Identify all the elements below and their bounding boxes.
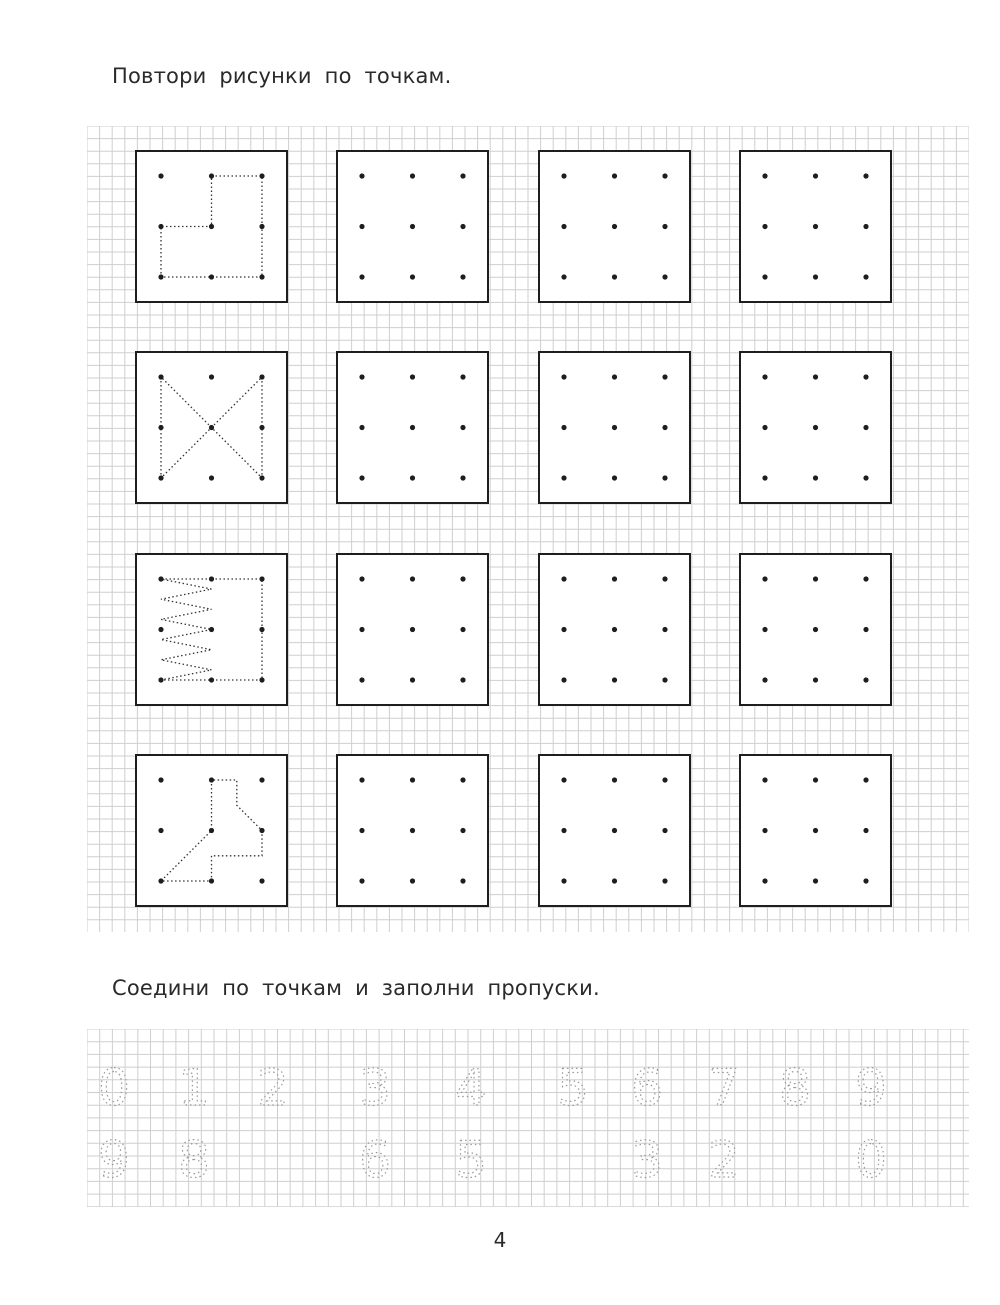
puzzle-dot bbox=[259, 374, 264, 379]
puzzle-dot bbox=[158, 274, 163, 279]
puzzle-dot bbox=[209, 224, 214, 229]
puzzle-dot bbox=[662, 576, 667, 581]
trace-digit: 6 bbox=[359, 1131, 391, 1189]
puzzle-dot bbox=[460, 475, 465, 480]
puzzle-dot bbox=[359, 374, 364, 379]
puzzle-dot bbox=[359, 425, 364, 430]
puzzle-dot bbox=[460, 627, 465, 632]
puzzle-dot bbox=[561, 627, 566, 632]
puzzle-dot bbox=[259, 173, 264, 178]
puzzle-dot bbox=[813, 828, 818, 833]
puzzle-dot bbox=[460, 677, 465, 682]
puzzle-dot bbox=[209, 777, 214, 782]
puzzle-dot bbox=[359, 878, 364, 883]
puzzle-dot bbox=[863, 828, 868, 833]
puzzle-dot bbox=[762, 224, 767, 229]
puzzle-dot bbox=[863, 777, 868, 782]
puzzle-dot bbox=[460, 878, 465, 883]
puzzle-dot bbox=[209, 627, 214, 632]
puzzle-dot bbox=[762, 677, 767, 682]
dot-puzzle-cell bbox=[136, 755, 287, 906]
puzzle-dot bbox=[612, 374, 617, 379]
puzzle-dot bbox=[158, 627, 163, 632]
puzzle-dot bbox=[762, 374, 767, 379]
puzzle-dot bbox=[460, 777, 465, 782]
puzzle-dot bbox=[813, 627, 818, 632]
puzzle-dot bbox=[863, 224, 868, 229]
dot-puzzle-cell bbox=[539, 554, 690, 705]
grid-lines bbox=[87, 1029, 969, 1207]
puzzle-dot bbox=[410, 224, 415, 229]
puzzle-dot bbox=[410, 576, 415, 581]
puzzle-dot bbox=[662, 374, 667, 379]
puzzle-dot bbox=[662, 777, 667, 782]
puzzle-dot bbox=[209, 576, 214, 581]
trace-digit: 2 bbox=[257, 1059, 289, 1117]
puzzle-dot bbox=[662, 878, 667, 883]
puzzle-dot bbox=[158, 777, 163, 782]
puzzle-dot bbox=[410, 274, 415, 279]
digit-tracing-grid bbox=[87, 1029, 969, 1207]
trace-digit: 9 bbox=[98, 1131, 130, 1189]
trace-digit: 2 bbox=[708, 1131, 740, 1189]
puzzle-dot bbox=[561, 475, 566, 480]
puzzle-dot bbox=[460, 374, 465, 379]
puzzle-dot bbox=[612, 173, 617, 178]
puzzle-dot bbox=[359, 576, 364, 581]
puzzle-dot bbox=[561, 828, 566, 833]
instruction-connect-dots: Соедини по точкам и заполни пропуски. bbox=[112, 976, 600, 1000]
puzzle-dot bbox=[460, 224, 465, 229]
puzzle-dot bbox=[762, 777, 767, 782]
puzzle-dot bbox=[813, 173, 818, 178]
puzzle-dot bbox=[662, 475, 667, 480]
puzzle-dot bbox=[662, 627, 667, 632]
dot-puzzle-cell bbox=[740, 554, 891, 705]
puzzle-dot bbox=[662, 173, 667, 178]
trace-digit: 3 bbox=[359, 1059, 391, 1117]
puzzle-dot bbox=[158, 677, 163, 682]
puzzle-dot bbox=[460, 576, 465, 581]
trace-digit: 5 bbox=[455, 1131, 487, 1189]
puzzle-dot bbox=[561, 224, 566, 229]
puzzle-dot bbox=[259, 878, 264, 883]
puzzle-dot bbox=[662, 224, 667, 229]
puzzle-dot bbox=[359, 828, 364, 833]
puzzle-dot bbox=[762, 173, 767, 178]
dot-puzzle-cell bbox=[337, 151, 488, 302]
puzzle-dot bbox=[259, 777, 264, 782]
dot-puzzle-cell bbox=[539, 352, 690, 503]
trace-digit: 8 bbox=[178, 1131, 210, 1189]
puzzle-dot bbox=[561, 777, 566, 782]
puzzle-dot bbox=[813, 224, 818, 229]
puzzle-dot bbox=[158, 224, 163, 229]
instruction-repeat-drawings: Повтори рисунки по точкам. bbox=[112, 64, 452, 88]
puzzle-dot bbox=[460, 425, 465, 430]
dot-puzzle-cell bbox=[539, 151, 690, 302]
puzzle-dot bbox=[259, 425, 264, 430]
trace-digit: 4 bbox=[455, 1059, 487, 1117]
trace-digit: 7 bbox=[708, 1059, 740, 1117]
puzzle-dot bbox=[762, 475, 767, 480]
dot-puzzle-cell bbox=[539, 755, 690, 906]
trace-digit: 9 bbox=[855, 1059, 887, 1117]
puzzle-dot bbox=[813, 475, 818, 480]
puzzle-dot bbox=[410, 425, 415, 430]
puzzle-dot bbox=[762, 274, 767, 279]
puzzle-dot bbox=[158, 878, 163, 883]
puzzle-dot bbox=[863, 878, 868, 883]
puzzle-dot bbox=[359, 173, 364, 178]
puzzle-dot bbox=[762, 828, 767, 833]
dot-puzzle-cell bbox=[136, 352, 287, 503]
puzzle-dot bbox=[813, 677, 818, 682]
puzzle-dot bbox=[359, 777, 364, 782]
puzzle-dot bbox=[158, 828, 163, 833]
page-number: 4 bbox=[493, 1228, 507, 1252]
puzzle-dot bbox=[561, 576, 566, 581]
puzzle-dot bbox=[561, 677, 566, 682]
puzzle-dot bbox=[863, 173, 868, 178]
puzzle-dot bbox=[662, 828, 667, 833]
trace-digit: 8 bbox=[779, 1059, 811, 1117]
dot-puzzle-cell bbox=[740, 352, 891, 503]
puzzle-dot bbox=[410, 627, 415, 632]
puzzle-dot bbox=[612, 425, 617, 430]
puzzle-dot bbox=[662, 677, 667, 682]
puzzle-dot bbox=[359, 627, 364, 632]
puzzle-dot bbox=[762, 627, 767, 632]
puzzle-dot bbox=[863, 274, 868, 279]
puzzle-dot bbox=[612, 878, 617, 883]
puzzle-dot bbox=[209, 274, 214, 279]
puzzle-dot bbox=[209, 374, 214, 379]
puzzle-dot bbox=[209, 475, 214, 480]
puzzle-dot bbox=[863, 475, 868, 480]
puzzle-dot bbox=[762, 425, 767, 430]
puzzle-dot bbox=[612, 677, 617, 682]
puzzle-dot bbox=[158, 374, 163, 379]
puzzle-dot bbox=[612, 576, 617, 581]
puzzle-dot bbox=[410, 878, 415, 883]
puzzle-dot bbox=[359, 274, 364, 279]
puzzle-dot bbox=[460, 828, 465, 833]
puzzle-dot bbox=[762, 878, 767, 883]
trace-digit: 5 bbox=[557, 1059, 589, 1117]
puzzle-dot bbox=[863, 425, 868, 430]
puzzle-dot bbox=[158, 173, 163, 178]
puzzle-dot bbox=[259, 576, 264, 581]
puzzle-dot bbox=[813, 576, 818, 581]
puzzle-dot bbox=[209, 173, 214, 178]
puzzle-dot bbox=[612, 777, 617, 782]
puzzle-dot bbox=[410, 677, 415, 682]
puzzle-dot bbox=[259, 677, 264, 682]
puzzle-dot bbox=[813, 878, 818, 883]
puzzle-dot bbox=[863, 576, 868, 581]
puzzle-dot bbox=[863, 627, 868, 632]
puzzle-dot bbox=[209, 878, 214, 883]
puzzle-dot bbox=[359, 475, 364, 480]
puzzle-dot bbox=[612, 828, 617, 833]
puzzle-dot bbox=[259, 224, 264, 229]
puzzle-dot bbox=[662, 274, 667, 279]
puzzle-dot bbox=[612, 224, 617, 229]
puzzle-dot bbox=[259, 274, 264, 279]
puzzle-dot bbox=[863, 374, 868, 379]
puzzle-dot bbox=[410, 374, 415, 379]
puzzle-dot bbox=[410, 173, 415, 178]
puzzle-dot bbox=[158, 475, 163, 480]
puzzle-dot bbox=[460, 173, 465, 178]
puzzle-dot bbox=[813, 374, 818, 379]
trace-digit: 1 bbox=[178, 1059, 210, 1117]
puzzle-dot bbox=[561, 878, 566, 883]
puzzle-dot bbox=[662, 425, 667, 430]
puzzle-dot bbox=[561, 425, 566, 430]
puzzle-dot bbox=[259, 828, 264, 833]
dot-puzzle-cell bbox=[740, 755, 891, 906]
trace-digit: 0 bbox=[98, 1059, 130, 1117]
puzzle-dot bbox=[158, 576, 163, 581]
trace-digit: 6 bbox=[631, 1059, 663, 1117]
puzzle-dot bbox=[612, 274, 617, 279]
puzzle-dot bbox=[813, 274, 818, 279]
puzzle-dot bbox=[410, 475, 415, 480]
puzzle-dot bbox=[612, 627, 617, 632]
dot-puzzle-cell bbox=[337, 755, 488, 906]
puzzle-dot bbox=[561, 374, 566, 379]
dot-puzzle-cell bbox=[136, 554, 287, 705]
puzzle-dot bbox=[410, 828, 415, 833]
puzzle-dot bbox=[813, 777, 818, 782]
puzzle-dot bbox=[259, 475, 264, 480]
puzzle-dot bbox=[209, 425, 214, 430]
puzzle-dot bbox=[359, 677, 364, 682]
dot-puzzle-cell bbox=[337, 554, 488, 705]
dot-puzzle-cell bbox=[337, 352, 488, 503]
trace-digit: 0 bbox=[855, 1131, 887, 1189]
trace-digit: 3 bbox=[631, 1131, 663, 1189]
puzzle-dot bbox=[762, 576, 767, 581]
puzzle-dot bbox=[259, 627, 264, 632]
puzzle-dot bbox=[612, 475, 617, 480]
puzzle-dot bbox=[359, 224, 364, 229]
puzzle-dot bbox=[209, 828, 214, 833]
puzzle-dot bbox=[410, 777, 415, 782]
puzzle-dot bbox=[460, 274, 465, 279]
puzzle-dot bbox=[158, 425, 163, 430]
dot-puzzle-cell bbox=[740, 151, 891, 302]
puzzle-dot bbox=[813, 425, 818, 430]
puzzle-dot bbox=[209, 677, 214, 682]
puzzle-dot bbox=[863, 677, 868, 682]
puzzle-dot bbox=[561, 274, 566, 279]
dot-puzzle-cell bbox=[136, 151, 287, 302]
dot-puzzle-grid bbox=[87, 126, 969, 932]
puzzle-dot bbox=[561, 173, 566, 178]
